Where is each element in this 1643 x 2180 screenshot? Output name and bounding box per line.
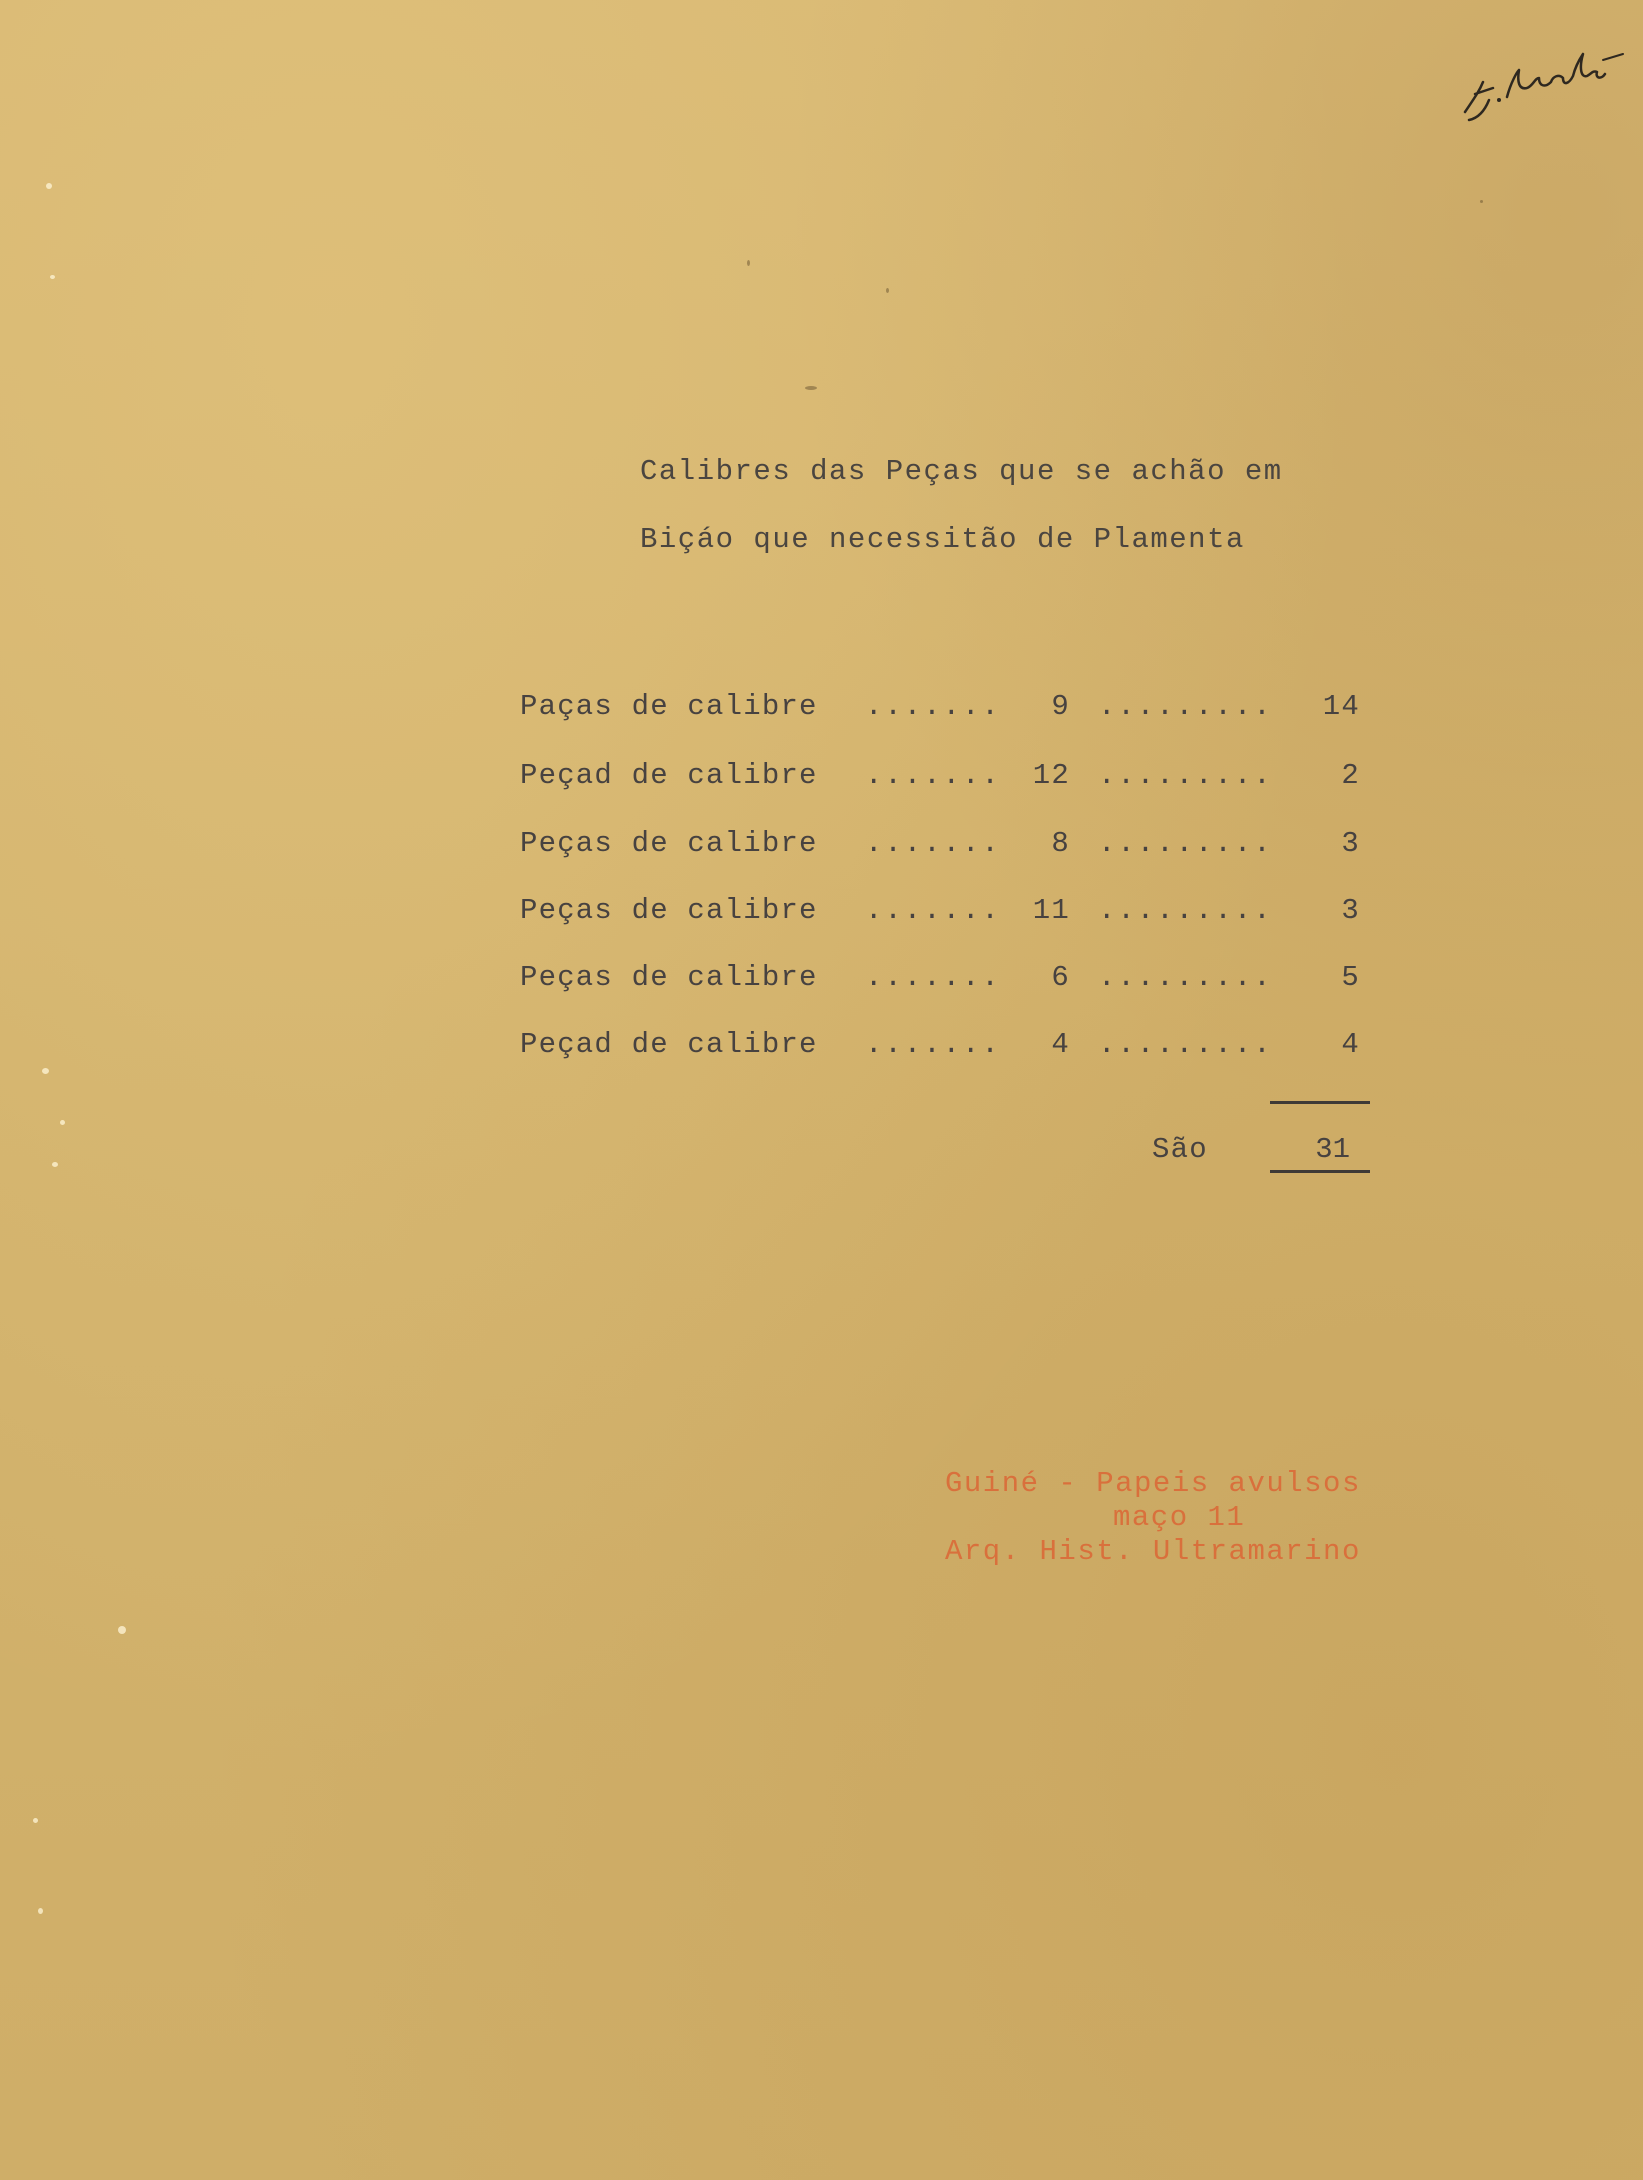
calibre-row [520,827,1360,867]
row-label: Peças de calibre [520,961,818,994]
row-label: Peças de calibre [520,827,818,860]
paper-speck [50,275,55,279]
row-leader-dots: ......... [1098,961,1273,994]
row-calibre: 12 [1032,759,1070,792]
row-leader-dots: ....... [865,894,1001,927]
paper-speck [38,1908,43,1914]
row-quantity: 14 [1322,690,1360,723]
paper-speck [886,288,889,293]
stamp-line: Arq. Hist. Ultramarino [945,1535,1361,1568]
paper-speck [1480,200,1483,203]
row-label: Peçad de calibre [520,759,818,792]
paper-speck [747,260,750,266]
paper-speck [118,1626,126,1634]
handwritten-signature [1455,42,1625,132]
paper-speck [42,1068,49,1074]
stamp-line: Guiné - Papeis avulsos [945,1467,1361,1500]
row-calibre: 11 [1032,894,1070,927]
document-title-line-2: Biçáo que necessitão de Plamenta [640,523,1245,556]
row-leader-dots: ......... [1098,894,1273,927]
paper-speck [805,386,817,390]
row-leader-dots: ....... [865,827,1001,860]
row-leader-dots: ......... [1098,690,1273,723]
row-leader-dots: ....... [865,759,1001,792]
calibre-row [520,894,1360,934]
paper-speck [46,183,52,189]
row-calibre: 8 [1051,827,1070,860]
paper-speck [33,1818,38,1823]
row-quantity: 3 [1341,894,1360,927]
row-leader-dots: ......... [1098,759,1273,792]
archive-stamp [945,1467,1361,1569]
row-quantity: 5 [1341,961,1360,994]
row-quantity: 4 [1341,1028,1360,1061]
total-rule-top [1270,1101,1370,1104]
row-leader-dots: ......... [1098,827,1273,860]
paper-speck [52,1162,58,1167]
total-value: 31 [1315,1133,1350,1166]
paper-speck [60,1120,65,1125]
row-leader-dots: ....... [865,1028,1001,1061]
row-calibre: 6 [1051,961,1070,994]
calibre-row [520,961,1360,1001]
row-calibre: 9 [1051,690,1070,723]
row-quantity: 3 [1341,827,1360,860]
row-leader-dots: ....... [865,961,1001,994]
row-label: Paças de calibre [520,690,818,723]
total-rule-bottom [1270,1170,1370,1173]
calibre-row [520,1028,1360,1068]
total-label: São [1152,1133,1208,1166]
row-quantity: 2 [1341,759,1360,792]
document-title-line-1: Calibres das Peças que se achão em [640,455,1283,488]
row-calibre: 4 [1051,1028,1070,1061]
row-label: Peçad de calibre [520,1028,818,1061]
row-leader-dots: ......... [1098,1028,1273,1061]
calibre-row [520,759,1360,799]
row-leader-dots: ....... [865,690,1001,723]
calibre-row [520,690,1360,730]
stamp-line: maço 11 [1113,1501,1246,1534]
row-label: Peças de calibre [520,894,818,927]
